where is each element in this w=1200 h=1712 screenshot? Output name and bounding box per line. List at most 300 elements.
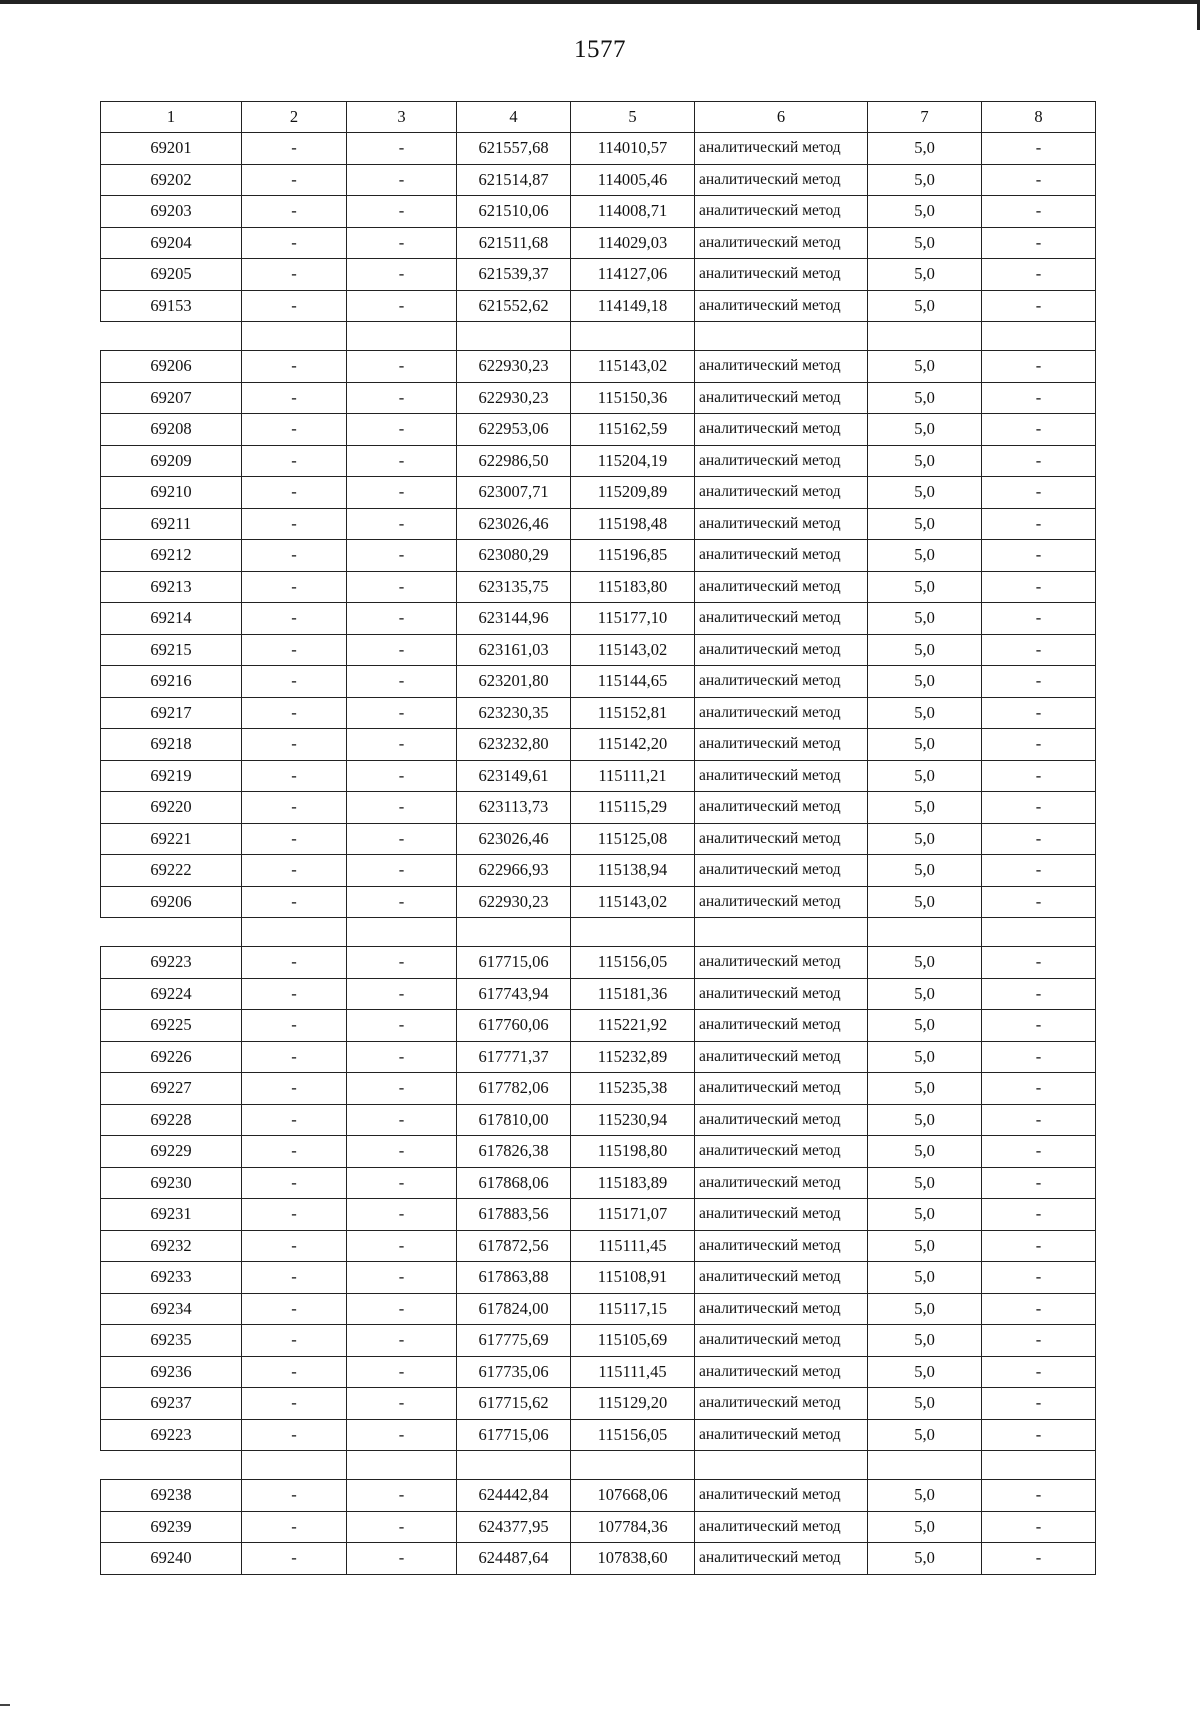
col2-cell: -	[242, 760, 347, 792]
x-coordinate-cell: 617782,06	[457, 1073, 571, 1105]
y-coordinate-cell: 115108,91	[571, 1262, 695, 1294]
table-row	[101, 947, 1096, 979]
empty-cell	[868, 322, 982, 351]
y-coordinate-cell: 115144,65	[571, 666, 695, 698]
table-row	[101, 1356, 1096, 1388]
col2-cell: -	[242, 1419, 347, 1451]
table-row	[101, 666, 1096, 698]
y-coordinate-cell: 115152,81	[571, 697, 695, 729]
col3-cell: -	[347, 571, 457, 603]
col8-cell: -	[982, 855, 1096, 887]
method-cell: аналитический метод	[695, 1199, 868, 1231]
accuracy-cell: 5,0	[868, 133, 982, 165]
x-coordinate-cell: 622953,06	[457, 414, 571, 446]
point-number-cell: 69223	[101, 947, 242, 979]
col8-cell: -	[982, 1230, 1096, 1262]
col3-cell: -	[347, 133, 457, 165]
page-number: 1577	[574, 36, 626, 63]
point-number-cell: 69235	[101, 1325, 242, 1357]
method-cell: аналитический метод	[695, 1073, 868, 1105]
table-row	[101, 1104, 1096, 1136]
accuracy-cell: 5,0	[868, 382, 982, 414]
col3-cell: -	[347, 414, 457, 446]
col2-cell: -	[242, 855, 347, 887]
column-header: 2	[242, 102, 347, 133]
col3-cell: -	[347, 1262, 457, 1294]
table-row	[101, 634, 1096, 666]
method-cell: аналитический метод	[695, 508, 868, 540]
table-row	[101, 1419, 1096, 1451]
col3-cell: -	[347, 164, 457, 196]
point-number-cell: 69212	[101, 540, 242, 572]
empty-cell	[347, 1451, 457, 1480]
accuracy-cell: 5,0	[868, 259, 982, 291]
table-row	[101, 760, 1096, 792]
point-number-cell: 69211	[101, 508, 242, 540]
empty-cell	[457, 918, 571, 947]
y-coordinate-cell: 115196,85	[571, 540, 695, 572]
table-row	[101, 1199, 1096, 1231]
col3-cell: -	[347, 1388, 457, 1420]
x-coordinate-cell: 617715,62	[457, 1388, 571, 1420]
col2-cell: -	[242, 1104, 347, 1136]
accuracy-cell: 5,0	[868, 196, 982, 228]
x-coordinate-cell: 621514,87	[457, 164, 571, 196]
y-coordinate-cell: 115138,94	[571, 855, 695, 887]
method-cell: аналитический метод	[695, 1480, 868, 1512]
x-coordinate-cell: 624487,64	[457, 1543, 571, 1575]
table-row	[101, 290, 1096, 322]
method-cell: аналитический метод	[695, 1167, 868, 1199]
col3-cell: -	[347, 855, 457, 887]
col3-cell: -	[347, 886, 457, 918]
col8-cell: -	[982, 571, 1096, 603]
col2-cell: -	[242, 666, 347, 698]
y-coordinate-cell: 107838,60	[571, 1543, 695, 1575]
point-number-cell: 69206	[101, 351, 242, 383]
point-number-cell: 69221	[101, 823, 242, 855]
method-cell: аналитический метод	[695, 886, 868, 918]
col3-cell: -	[347, 1167, 457, 1199]
point-number-cell: 69208	[101, 414, 242, 446]
accuracy-cell: 5,0	[868, 414, 982, 446]
table-row	[101, 886, 1096, 918]
table-row	[101, 1010, 1096, 1042]
column-header: 5	[571, 102, 695, 133]
point-number-cell: 69224	[101, 978, 242, 1010]
x-coordinate-cell: 623026,46	[457, 508, 571, 540]
y-coordinate-cell: 115143,02	[571, 351, 695, 383]
col2-cell: -	[242, 1325, 347, 1357]
col3-cell: -	[347, 729, 457, 761]
accuracy-cell: 5,0	[868, 1325, 982, 1357]
point-number-cell: 69232	[101, 1230, 242, 1262]
x-coordinate-cell: 621539,37	[457, 259, 571, 291]
y-coordinate-cell: 115142,20	[571, 729, 695, 761]
col8-cell: -	[982, 697, 1096, 729]
accuracy-cell: 5,0	[868, 634, 982, 666]
method-cell: аналитический метод	[695, 1511, 868, 1543]
col3-cell: -	[347, 1511, 457, 1543]
empty-cell	[457, 1451, 571, 1480]
accuracy-cell: 5,0	[868, 886, 982, 918]
x-coordinate-cell: 621557,68	[457, 133, 571, 165]
table-row	[101, 133, 1096, 165]
point-number-cell: 69231	[101, 1199, 242, 1231]
method-cell: аналитический метод	[695, 1104, 868, 1136]
accuracy-cell: 5,0	[868, 164, 982, 196]
table-row	[101, 603, 1096, 635]
col8-cell: -	[982, 1073, 1096, 1105]
x-coordinate-cell: 617863,88	[457, 1262, 571, 1294]
table-row	[101, 571, 1096, 603]
col3-cell: -	[347, 1199, 457, 1231]
method-cell: аналитический метод	[695, 760, 868, 792]
y-coordinate-cell: 115162,59	[571, 414, 695, 446]
y-coordinate-cell: 115198,48	[571, 508, 695, 540]
method-cell: аналитический метод	[695, 351, 868, 383]
method-cell: аналитический метод	[695, 1356, 868, 1388]
col2-cell: -	[242, 508, 347, 540]
col2-cell: -	[242, 697, 347, 729]
col3-cell: -	[347, 1073, 457, 1105]
accuracy-cell: 5,0	[868, 666, 982, 698]
col2-cell: -	[242, 1543, 347, 1575]
accuracy-cell: 5,0	[868, 540, 982, 572]
method-cell: аналитический метод	[695, 414, 868, 446]
col3-cell: -	[347, 540, 457, 572]
column-header: 7	[868, 102, 982, 133]
accuracy-cell: 5,0	[868, 1010, 982, 1042]
x-coordinate-cell: 623149,61	[457, 760, 571, 792]
table-row	[101, 1543, 1096, 1575]
empty-cell	[571, 322, 695, 351]
point-number-cell: 69226	[101, 1041, 242, 1073]
method-cell: аналитический метод	[695, 1325, 868, 1357]
y-coordinate-cell: 114008,71	[571, 196, 695, 228]
table-row	[101, 445, 1096, 477]
col8-cell: -	[982, 823, 1096, 855]
col8-cell: -	[982, 133, 1096, 165]
method-cell: аналитический метод	[695, 855, 868, 887]
method-cell: аналитический метод	[695, 1419, 868, 1451]
col2-cell: -	[242, 133, 347, 165]
accuracy-cell: 5,0	[868, 1167, 982, 1199]
col8-cell: -	[982, 1325, 1096, 1357]
method-cell: аналитический метод	[695, 947, 868, 979]
y-coordinate-cell: 115111,45	[571, 1356, 695, 1388]
col3-cell: -	[347, 697, 457, 729]
col8-cell: -	[982, 445, 1096, 477]
x-coordinate-cell: 621511,68	[457, 227, 571, 259]
y-coordinate-cell: 115181,36	[571, 978, 695, 1010]
point-number-cell: 69220	[101, 792, 242, 824]
y-coordinate-cell: 115177,10	[571, 603, 695, 635]
x-coordinate-cell: 623007,71	[457, 477, 571, 509]
x-coordinate-cell: 617824,00	[457, 1293, 571, 1325]
table-row	[101, 1511, 1096, 1543]
header-row	[101, 102, 1096, 133]
x-coordinate-cell: 622966,93	[457, 855, 571, 887]
col8-cell: -	[982, 729, 1096, 761]
y-coordinate-cell: 115105,69	[571, 1325, 695, 1357]
col3-cell: -	[347, 508, 457, 540]
x-coordinate-cell: 624377,95	[457, 1511, 571, 1543]
x-coordinate-cell: 617826,38	[457, 1136, 571, 1168]
col2-cell: -	[242, 1199, 347, 1231]
method-cell: аналитический метод	[695, 477, 868, 509]
col3-cell: -	[347, 351, 457, 383]
col2-cell: -	[242, 1167, 347, 1199]
col2-cell: -	[242, 259, 347, 291]
column-header: 6	[695, 102, 868, 133]
method-cell: аналитический метод	[695, 1262, 868, 1294]
point-number-cell: 69214	[101, 603, 242, 635]
x-coordinate-cell: 617743,94	[457, 978, 571, 1010]
empty-cell	[571, 918, 695, 947]
accuracy-cell: 5,0	[868, 978, 982, 1010]
col8-cell: -	[982, 1419, 1096, 1451]
empty-cell	[347, 322, 457, 351]
point-number-cell: 69240	[101, 1543, 242, 1575]
table-row	[101, 382, 1096, 414]
table-row	[101, 414, 1096, 446]
method-cell: аналитический метод	[695, 1543, 868, 1575]
column-header: 4	[457, 102, 571, 133]
col3-cell: -	[347, 196, 457, 228]
col8-cell: -	[982, 978, 1096, 1010]
method-cell: аналитический метод	[695, 290, 868, 322]
col2-cell: -	[242, 1480, 347, 1512]
empty-cell	[242, 322, 347, 351]
col2-cell: -	[242, 445, 347, 477]
empty-cell	[101, 322, 242, 351]
table-row	[101, 477, 1096, 509]
accuracy-cell: 5,0	[868, 855, 982, 887]
x-coordinate-cell: 623080,29	[457, 540, 571, 572]
y-coordinate-cell: 115129,20	[571, 1388, 695, 1420]
point-number-cell: 69225	[101, 1010, 242, 1042]
table-row	[101, 1167, 1096, 1199]
accuracy-cell: 5,0	[868, 1199, 982, 1231]
column-header: 8	[982, 102, 1096, 133]
col2-cell: -	[242, 603, 347, 635]
accuracy-cell: 5,0	[868, 445, 982, 477]
col8-cell: -	[982, 1388, 1096, 1420]
point-number-cell: 69223	[101, 1419, 242, 1451]
table-row	[101, 697, 1096, 729]
point-number-cell: 69238	[101, 1480, 242, 1512]
col8-cell: -	[982, 947, 1096, 979]
col3-cell: -	[347, 1293, 457, 1325]
method-cell: аналитический метод	[695, 1388, 868, 1420]
column-header: 3	[347, 102, 457, 133]
x-coordinate-cell: 623144,96	[457, 603, 571, 635]
point-number-cell: 69239	[101, 1511, 242, 1543]
method-cell: аналитический метод	[695, 571, 868, 603]
y-coordinate-cell: 114029,03	[571, 227, 695, 259]
point-number-cell: 69236	[101, 1356, 242, 1388]
method-cell: аналитический метод	[695, 445, 868, 477]
col8-cell: -	[982, 1262, 1096, 1294]
point-number-cell: 69227	[101, 1073, 242, 1105]
col2-cell: -	[242, 1230, 347, 1262]
group-separator-row	[101, 322, 1096, 351]
empty-cell	[457, 322, 571, 351]
y-coordinate-cell: 115111,45	[571, 1230, 695, 1262]
point-number-cell: 69205	[101, 259, 242, 291]
point-number-cell: 69210	[101, 477, 242, 509]
accuracy-cell: 5,0	[868, 477, 982, 509]
col8-cell: -	[982, 792, 1096, 824]
x-coordinate-cell: 622986,50	[457, 445, 571, 477]
col2-cell: -	[242, 571, 347, 603]
col8-cell: -	[982, 1199, 1096, 1231]
accuracy-cell: 5,0	[868, 508, 982, 540]
group-separator-row	[101, 1451, 1096, 1480]
x-coordinate-cell: 617715,06	[457, 947, 571, 979]
accuracy-cell: 5,0	[868, 947, 982, 979]
col8-cell: -	[982, 508, 1096, 540]
empty-cell	[242, 918, 347, 947]
col2-cell: -	[242, 1293, 347, 1325]
y-coordinate-cell: 115198,80	[571, 1136, 695, 1168]
point-number-cell: 69217	[101, 697, 242, 729]
accuracy-cell: 5,0	[868, 1136, 982, 1168]
col8-cell: -	[982, 760, 1096, 792]
point-number-cell: 69216	[101, 666, 242, 698]
accuracy-cell: 5,0	[868, 290, 982, 322]
x-coordinate-cell: 622930,23	[457, 351, 571, 383]
x-coordinate-cell: 623201,80	[457, 666, 571, 698]
col2-cell: -	[242, 196, 347, 228]
col2-cell: -	[242, 1041, 347, 1073]
y-coordinate-cell: 115143,02	[571, 886, 695, 918]
col3-cell: -	[347, 603, 457, 635]
accuracy-cell: 5,0	[868, 1480, 982, 1512]
y-coordinate-cell: 115221,92	[571, 1010, 695, 1042]
x-coordinate-cell: 621510,06	[457, 196, 571, 228]
y-coordinate-cell: 114149,18	[571, 290, 695, 322]
col3-cell: -	[347, 1325, 457, 1357]
col8-cell: -	[982, 290, 1096, 322]
y-coordinate-cell: 115150,36	[571, 382, 695, 414]
col8-cell: -	[982, 351, 1096, 383]
col3-cell: -	[347, 382, 457, 414]
col2-cell: -	[242, 1136, 347, 1168]
table-row	[101, 855, 1096, 887]
point-number-cell: 69218	[101, 729, 242, 761]
col3-cell: -	[347, 1480, 457, 1512]
x-coordinate-cell: 617810,00	[457, 1104, 571, 1136]
col3-cell: -	[347, 1136, 457, 1168]
table-row	[101, 259, 1096, 291]
accuracy-cell: 5,0	[868, 1262, 982, 1294]
group-separator-row	[101, 918, 1096, 947]
table-row	[101, 164, 1096, 196]
point-number-cell: 69203	[101, 196, 242, 228]
col2-cell: -	[242, 164, 347, 196]
table-row	[101, 978, 1096, 1010]
method-cell: аналитический метод	[695, 196, 868, 228]
col8-cell: -	[982, 886, 1096, 918]
accuracy-cell: 5,0	[868, 1073, 982, 1105]
col8-cell: -	[982, 414, 1096, 446]
top-scan-border	[0, 0, 1200, 4]
col3-cell: -	[347, 666, 457, 698]
col2-cell: -	[242, 227, 347, 259]
x-coordinate-cell: 623230,35	[457, 697, 571, 729]
y-coordinate-cell: 115115,29	[571, 792, 695, 824]
table-row	[101, 196, 1096, 228]
col3-cell: -	[347, 227, 457, 259]
table-row	[101, 1041, 1096, 1073]
col3-cell: -	[347, 947, 457, 979]
y-coordinate-cell: 115230,94	[571, 1104, 695, 1136]
point-number-cell: 69230	[101, 1167, 242, 1199]
method-cell: аналитический метод	[695, 1293, 868, 1325]
y-coordinate-cell: 115125,08	[571, 823, 695, 855]
point-number-cell: 69207	[101, 382, 242, 414]
col2-cell: -	[242, 1010, 347, 1042]
col3-cell: -	[347, 823, 457, 855]
col8-cell: -	[982, 196, 1096, 228]
x-coordinate-cell: 617872,56	[457, 1230, 571, 1262]
col8-cell: -	[982, 540, 1096, 572]
col2-cell: -	[242, 634, 347, 666]
point-number-cell: 69153	[101, 290, 242, 322]
col8-cell: -	[982, 1010, 1096, 1042]
accuracy-cell: 5,0	[868, 1511, 982, 1543]
method-cell: аналитический метод	[695, 1041, 868, 1073]
empty-cell	[868, 1451, 982, 1480]
col2-cell: -	[242, 886, 347, 918]
table-row	[101, 1073, 1096, 1105]
col8-cell: -	[982, 1167, 1096, 1199]
accuracy-cell: 5,0	[868, 1388, 982, 1420]
col2-cell: -	[242, 290, 347, 322]
method-cell: аналитический метод	[695, 697, 868, 729]
accuracy-cell: 5,0	[868, 1356, 982, 1388]
col3-cell: -	[347, 760, 457, 792]
method-cell: аналитический метод	[695, 259, 868, 291]
col3-cell: -	[347, 978, 457, 1010]
y-coordinate-cell: 115235,38	[571, 1073, 695, 1105]
col8-cell: -	[982, 1136, 1096, 1168]
accuracy-cell: 5,0	[868, 227, 982, 259]
col2-cell: -	[242, 1356, 347, 1388]
col2-cell: -	[242, 729, 347, 761]
point-number-cell: 69204	[101, 227, 242, 259]
table-row	[101, 1230, 1096, 1262]
col3-cell: -	[347, 1356, 457, 1388]
col3-cell: -	[347, 1041, 457, 1073]
point-number-cell: 69237	[101, 1388, 242, 1420]
col8-cell: -	[982, 1104, 1096, 1136]
accuracy-cell: 5,0	[868, 1230, 982, 1262]
method-cell: аналитический метод	[695, 603, 868, 635]
x-coordinate-cell: 617771,37	[457, 1041, 571, 1073]
accuracy-cell: 5,0	[868, 823, 982, 855]
y-coordinate-cell: 107784,36	[571, 1511, 695, 1543]
x-coordinate-cell: 621552,62	[457, 290, 571, 322]
y-coordinate-cell: 115232,89	[571, 1041, 695, 1073]
method-cell: аналитический метод	[695, 792, 868, 824]
method-cell: аналитический метод	[695, 823, 868, 855]
col3-cell: -	[347, 259, 457, 291]
method-cell: аналитический метод	[695, 164, 868, 196]
method-cell: аналитический метод	[695, 1230, 868, 1262]
